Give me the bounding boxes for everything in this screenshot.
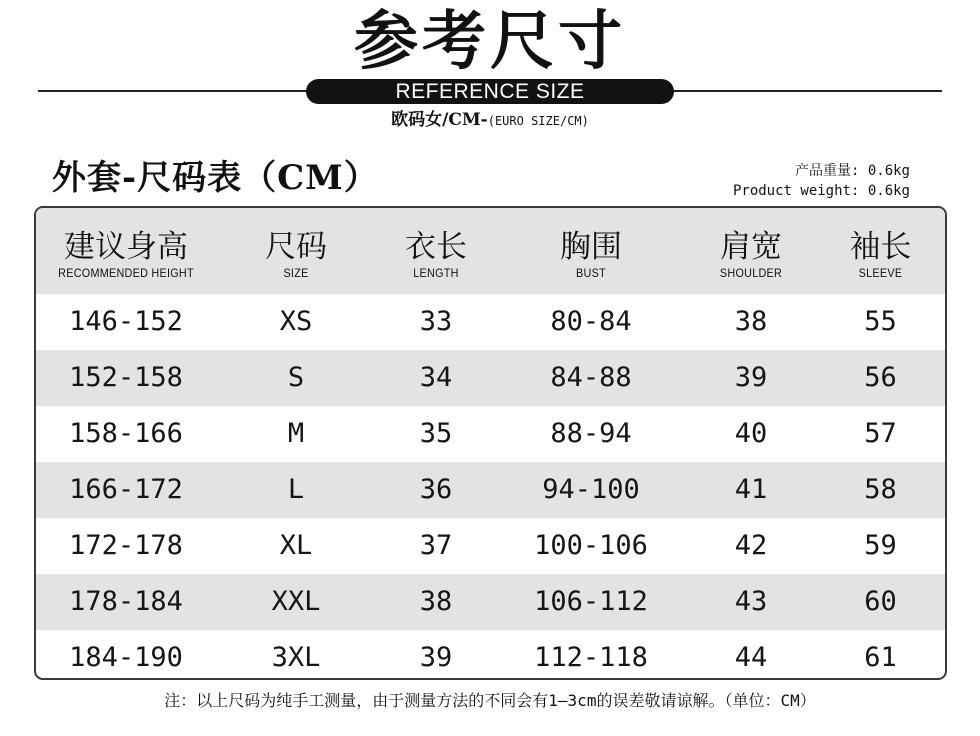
cell-shoulder: 44 [734, 642, 768, 673]
cell-height: 152-158 [69, 362, 183, 393]
column-header-bust [496, 208, 686, 294]
column-header-zh: 袖长 [849, 229, 912, 265]
cell-length: 35 [419, 418, 453, 449]
column-header-zh: 肩宽 [720, 229, 782, 265]
table-row [36, 294, 945, 350]
cell-bust: 112-118 [534, 642, 648, 673]
weight-en-label: Product weight: [732, 183, 860, 199]
euro-size-sub: (EURO SIZE/CM) [487, 114, 589, 128]
cell-size: XL [279, 530, 313, 561]
table-title: 外套-尺码表（CM） [52, 158, 379, 198]
cell-height: 158-166 [69, 418, 183, 449]
euro-size-caption [0, 110, 980, 131]
euro-size-main: 欧码女/CM- [391, 110, 488, 130]
cell-size: XXL [271, 586, 321, 617]
column-header-length [376, 208, 496, 294]
column-header-shoulder [686, 208, 816, 294]
cell-size: 3XL [271, 642, 321, 673]
cell-sleeve: 58 [864, 474, 897, 505]
cell-length: 37 [419, 530, 453, 561]
table-row [36, 462, 945, 518]
table-row [36, 574, 945, 630]
cell-length: 33 [419, 306, 453, 337]
measurement-note: 注：以上尺码为纯手工测量，由于测量方法的不同会有1—3cm的误差敬请谅解。（单位：CM） [164, 691, 816, 710]
cell-sleeve: 57 [864, 418, 897, 449]
cell-height: 184-190 [69, 642, 183, 673]
cell-shoulder: 42 [734, 530, 768, 561]
table-row [36, 630, 945, 680]
cell-bust: 106-112 [534, 586, 648, 617]
column-header-en: SHOULDER [719, 266, 783, 280]
cell-sleeve: 61 [864, 642, 897, 673]
cell-height: 178-184 [69, 586, 183, 617]
cell-bust: 100-106 [534, 530, 648, 561]
page-title: 参考尺寸 [354, 5, 626, 79]
table-header-row [36, 208, 945, 294]
cell-size: M [287, 418, 305, 449]
weight-zh-label: 产品重量: [794, 163, 860, 179]
column-header-en: SLEEVE [858, 266, 903, 280]
weight-en-value: 0.6kg [867, 183, 910, 199]
weight-zh [795, 162, 910, 180]
column-header-sleeve [816, 208, 945, 294]
cell-size: XS [279, 306, 313, 337]
cell-size: L [287, 474, 305, 505]
column-header-zh: 胸围 [560, 229, 622, 265]
weight-en [733, 182, 910, 200]
cell-height: 146-152 [69, 306, 183, 337]
table-row [36, 350, 945, 406]
cell-bust: 84-88 [550, 362, 632, 393]
cell-length: 34 [419, 362, 453, 393]
cell-height: 166-172 [69, 474, 183, 505]
cell-size: S [287, 362, 305, 393]
cell-sleeve: 60 [864, 586, 897, 617]
cell-shoulder: 40 [734, 418, 768, 449]
size-table [34, 206, 947, 680]
column-header-en: SIZE [283, 266, 309, 280]
cell-length: 36 [419, 474, 453, 505]
table-row [36, 518, 945, 574]
weight-zh-value: 0.6kg [867, 163, 910, 179]
cell-sleeve: 56 [864, 362, 897, 393]
cell-bust: 80-84 [550, 306, 632, 337]
cell-shoulder: 41 [734, 474, 768, 505]
cell-length: 39 [419, 642, 453, 673]
table-row [36, 406, 945, 462]
cell-shoulder: 43 [734, 586, 768, 617]
column-header-zh: 建议身高 [64, 229, 188, 265]
column-header-en: RECOMMENDED HEIGHT [58, 266, 194, 280]
cell-sleeve: 55 [864, 306, 897, 337]
cell-length: 38 [419, 586, 453, 617]
cell-bust: 88-94 [550, 418, 632, 449]
column-header-zh: 衣长 [405, 229, 467, 265]
column-header-size [216, 208, 376, 294]
cell-shoulder: 39 [734, 362, 768, 393]
column-header-en: BUST [576, 266, 606, 280]
column-header-height [36, 208, 216, 294]
cell-height: 172-178 [69, 530, 183, 561]
cell-shoulder: 38 [734, 306, 768, 337]
cell-sleeve: 59 [864, 530, 897, 561]
cell-bust: 94-100 [542, 474, 640, 505]
reference-size-banner: REFERENCE SIZE [306, 79, 674, 104]
column-header-en: LENGTH [413, 266, 459, 280]
column-header-zh: 尺码 [265, 229, 327, 265]
